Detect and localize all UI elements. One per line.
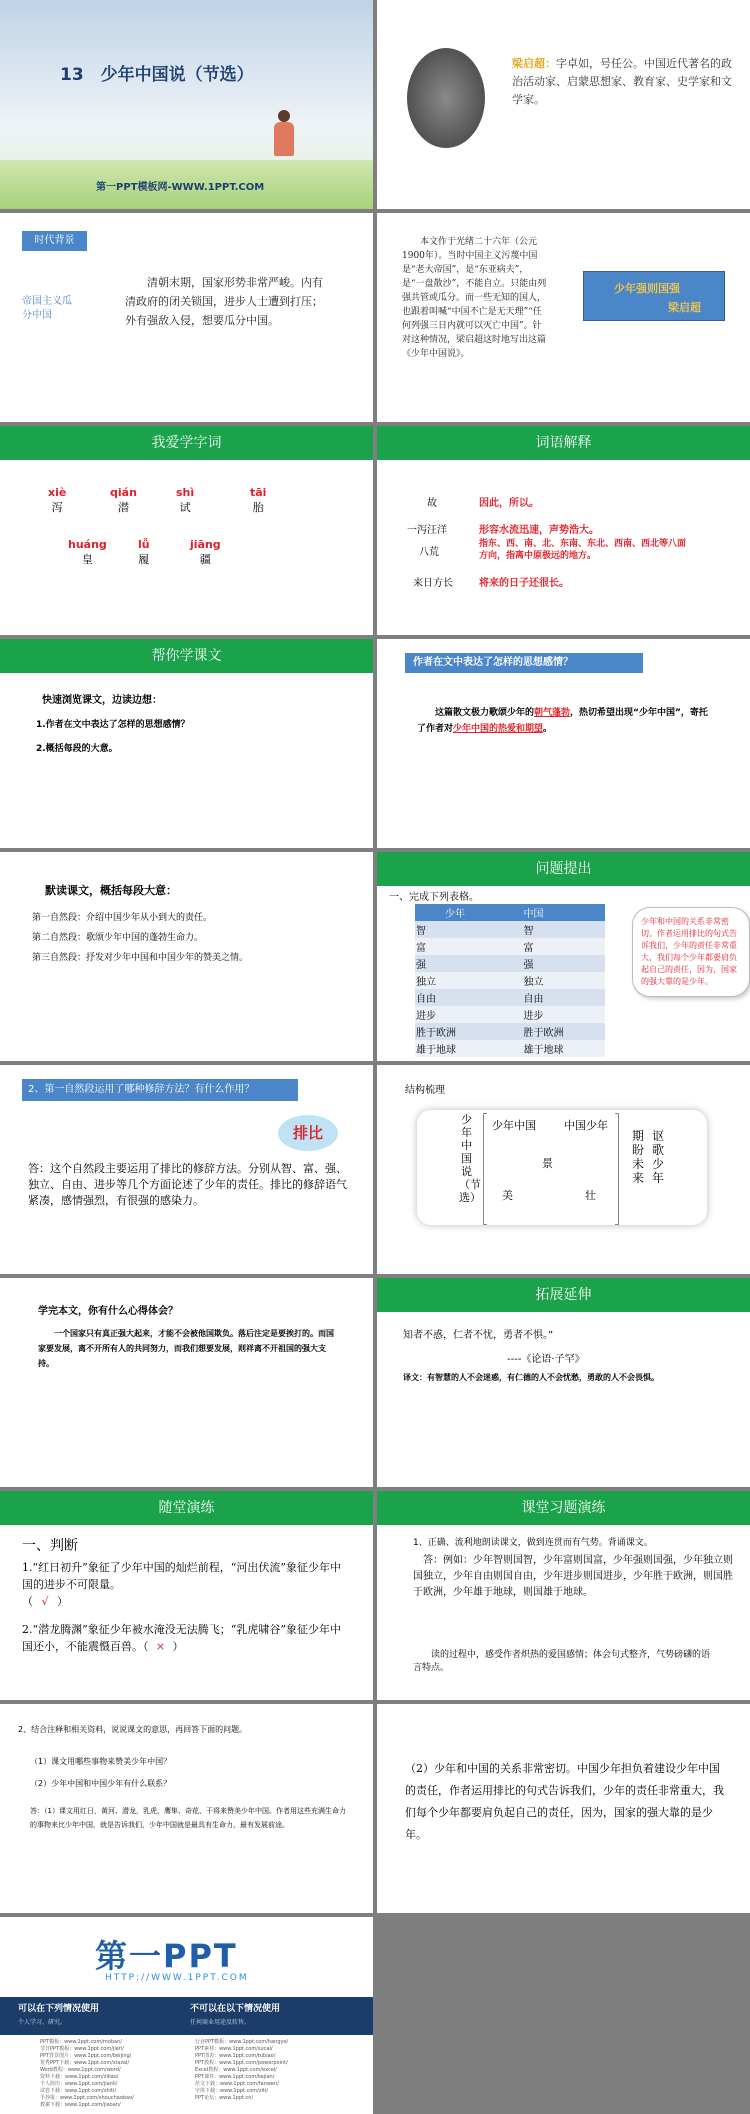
table-cell: 富 xyxy=(416,943,426,954)
vocab-header: 我爱学字词 xyxy=(0,426,373,460)
slide-footer: 第一PPT模板网-WWW.1PPT.COM xyxy=(96,182,265,193)
answer-cloud: 排比 xyxy=(278,1115,338,1151)
slide-extension[interactable] xyxy=(377,1278,750,1487)
site-url: HTTP://WWW.1PPT.COM xyxy=(105,1973,249,1983)
structure-title: 结构梳理 xyxy=(405,1085,445,1096)
learn-question: 1.作者在文中表达了怎样的思想感情？ xyxy=(36,720,190,730)
meaning-word: 一泻汪洋 xyxy=(407,525,447,536)
slide-title-text: 13 少年中国说（节选） xyxy=(60,65,254,85)
table-cell: 自由 xyxy=(523,994,544,1005)
meaning-word: 故 xyxy=(427,498,437,509)
slide-vocab[interactable] xyxy=(0,426,373,635)
ad-link[interactable]: 优秀PPT下载：www.1ppt.com/xiazai/ xyxy=(40,2060,130,2066)
practice-header: 随堂演练 xyxy=(0,1491,373,1525)
summary-title: 默读课文，概括每段大意： xyxy=(45,884,177,897)
reflection-answer: 一个国家只有真正强大起来，才能不会被他国欺负。落后注定是要挨打的。而国家要发展，离不开所有人的共同努力，而我们想要发展，则祥离不开祖国的强大支持。 xyxy=(38,1329,334,1368)
ad-link[interactable]: PPT素材：www.1ppt.com/sucai/ xyxy=(195,2046,273,2052)
discussion-question: 2、结合注释和相关资料，说说课文的意思，再回答下面的问题。 xyxy=(18,1725,248,1734)
table-cell: 独立 xyxy=(523,977,544,988)
table-cell: 自由 xyxy=(416,994,436,1005)
ad-link[interactable]: 试卷下载：www.1ppt.com/shiti/ xyxy=(40,2088,117,2094)
relation-answer: （2）少年和中国的关系非常密切。中国少年担负着建设少年中国的责任，作者运用排比的句式告诉我们，少年的责任非常重大，我们每个少年都要肩负起自己的责任，因为，国家的强大靠的是少年。 xyxy=(405,1762,724,1841)
table-cell: 强 xyxy=(416,960,426,971)
right-brace xyxy=(615,1113,619,1225)
ad-link[interactable]: Excel教程：www.1ppt.com/excel/ xyxy=(195,2067,277,2073)
left-brace xyxy=(483,1113,487,1225)
slide-title[interactable] xyxy=(0,0,373,209)
slide-table-question[interactable] xyxy=(377,852,750,1061)
slide-emotion[interactable] xyxy=(377,639,750,848)
structure-leaf: 期盼未来 xyxy=(632,1129,645,1185)
discussion-answer: 答：（1）课文用红日，黄河、潜龙，乳虎，鹰隼、奇花、干将来赞美少年中国。作者用这些充满生命力的事物来比少年中国，就是告诉我们，少年中国就是最具有生命力，最有发展前途。 xyxy=(30,1807,346,1829)
table-cell: 胜于欧洲 xyxy=(523,1028,564,1039)
ad-link[interactable]: 行业PPT模板：www.1ppt.com/hangye/ xyxy=(195,2039,289,2045)
practice-q2: 2.“潜龙腾渊”象征少年被水淹没无法腾飞；“乳虎啸谷”象征少年中国还小，不能震慑百兽。（ × ） xyxy=(22,1623,341,1653)
meaning-def: 形容水流迅速，声势浩大。 xyxy=(479,525,599,536)
exercise-header: 课堂习题演练 xyxy=(377,1491,750,1525)
site-logo: 第一PPT xyxy=(95,1937,238,1975)
learn-instruction: 快速浏览课文，边读边想： xyxy=(42,695,162,706)
ad-link[interactable]: 个人简历：www.1ppt.com/jianli/ xyxy=(40,2081,118,2087)
meaning-header: 词语解释 xyxy=(377,426,750,460)
answer-check: √ xyxy=(41,1595,49,1608)
table-cell: 胜于欧洲 xyxy=(416,1028,456,1039)
table-cell: 富 xyxy=(523,943,534,954)
ad-link[interactable]: 字体下载：www.1ppt.com/ziti/ xyxy=(195,2088,268,2094)
ad-link[interactable]: 节日PPT模板：www.1ppt.com/jieri/ xyxy=(40,2046,124,2052)
extension-header: 拓展延伸 xyxy=(377,1278,750,1312)
summary-line: 第三自然段：抒发对少年中国和中国少年的赞美之情。 xyxy=(32,953,249,963)
author-bio: 字卓如，号任公。中国近代著名的政治活动家、启蒙思想家、教育家、史学家和文学家。 xyxy=(512,57,732,106)
slide-practice[interactable] xyxy=(0,1491,373,1700)
structure-node: 中国少年 xyxy=(564,1119,608,1132)
slide-discussion[interactable] xyxy=(0,1704,373,1913)
link-list-left xyxy=(40,2039,134,2109)
ad-link[interactable]: PPT教程：www.1ppt.com/powerpoint/ xyxy=(195,2060,288,2066)
extension-source: ----《论语·子罕》 xyxy=(507,1354,585,1365)
slide-relation[interactable] xyxy=(377,1704,750,1913)
emotion-question: 作者在文中表达了怎样的思想感情？ xyxy=(405,653,643,673)
vocab-word: tāi 胎 xyxy=(250,486,267,514)
learn-header: 帮你学课文 xyxy=(0,639,373,673)
vocab-word: jiāng 疆 xyxy=(190,538,221,566)
meaning-word: 八荒 xyxy=(419,547,439,558)
vocab-word: shì 试 xyxy=(176,486,195,514)
link-list-right xyxy=(195,2039,288,2102)
ad-link[interactable]: 资料下载：www.1ppt.com/ziliao/ xyxy=(40,2074,119,2080)
table-header: 少年 xyxy=(445,909,465,920)
summary-line: 第一自然段：介绍中国少年从小到大的责任。 xyxy=(32,913,213,923)
author-bio-block xyxy=(512,55,737,109)
slide-word-meaning[interactable] xyxy=(377,426,750,635)
table-cell: 智 xyxy=(416,926,426,937)
meaning-def: 因此，所以。 xyxy=(479,498,539,509)
quote-author: 梁启超 xyxy=(668,301,701,314)
forbidden-text: 任何商业用途及转售。 xyxy=(190,2019,251,2026)
era-text: 清朝末期，国家形势非常严峻。内有清政府的闭关锁国，进步人士遭到打压；外有强敌入侵，想要瓜分中国。 xyxy=(125,276,323,327)
vocab-word: lǚ 履 xyxy=(138,538,150,566)
slide-structure[interactable] xyxy=(377,1065,750,1274)
allowed-heading: 可以在下列情况使用 xyxy=(18,2004,100,2014)
table-cell: 强 xyxy=(523,960,534,971)
table-cell: 雄于地球 xyxy=(523,1045,564,1056)
comparison-table xyxy=(415,904,605,1057)
reflection-question: 学完本文，你有什么心得体会？ xyxy=(38,1306,178,1317)
ad-link[interactable]: PPT图表：www.1ppt.com/tubiao/ xyxy=(195,2053,276,2059)
discussion-sub1: （1）课文用哪些事物来赞美少年中国？ xyxy=(30,1757,172,1766)
emotion-answer: 这篇散文极力歌颂少年的朝气蓬勃，热切希望出现“少年中国”，寄托了作者对少年中国的热爱和期望。 xyxy=(417,708,708,734)
context-text: 本文作于光绪二十六年（公元1900年）。当时中国主义污蔑中国是“老大帝国”，是“东亚病夫”，是“一盘散沙”，不能自立。只能由列强共管或瓜分。而一些无知的国人，也跟着叫喊“中国不亡是无天理”“任何列强三日内就可以灭亡中国”。针对这种情况，梁启超这时地写出这篇《少年中国说》。 xyxy=(402,237,547,359)
structure-node: 壮 xyxy=(585,1189,596,1202)
author-name: 梁启超： xyxy=(512,57,556,70)
exercise-question: 1、正确、流利地朗读课文，做到连贯而有气势。背诵课文。 xyxy=(413,1538,653,1548)
quote-line: 少年强则国强 xyxy=(614,282,680,295)
slide-summary[interactable] xyxy=(0,852,373,1061)
exercise-answer: 答：例如：少年智则国智，少年富则国富，少年强则国强，少年独立则国独立，少年自由则国自由，少年进步则国进步，少年胜于欧洲，则国胜于欧洲，少年雄于地球，则国雄于地球。 xyxy=(413,1555,733,1598)
slide-reflection[interactable] xyxy=(0,1278,373,1487)
summary-line: 第二自然段：歌颂少年中国的蓬勃生命力。 xyxy=(32,933,204,943)
logo-area xyxy=(0,1917,373,1997)
table-instruction: 一、完成下列表格。 xyxy=(389,892,479,903)
slide-learn[interactable] xyxy=(0,639,373,848)
structure-root: 少年中国说（节选） xyxy=(459,1113,481,1204)
vocab-word: xiè 泻 xyxy=(48,486,67,514)
allowed-text: 个人学习、研究。 xyxy=(18,2019,67,2026)
table-header: 中国 xyxy=(523,909,544,920)
ad-link[interactable]: 手抄报：www.1ppt.com/shouchaobao/ xyxy=(40,2095,134,2101)
practice-heading: 一、判断 xyxy=(22,1538,78,1554)
slide-exercise[interactable] xyxy=(377,1491,750,1700)
meaning-word: 来日方长 xyxy=(413,578,453,589)
quote-box xyxy=(583,271,725,321)
structure-node: 少年中国 xyxy=(492,1119,536,1132)
exercise-note: 读的过程中，感受作者炽热的爱国感情；体会句式整齐，气势磅礴的语言特点。 xyxy=(413,1650,711,1673)
ad-link[interactable]: PPT背景图片：www.1ppt.com/beijing/ xyxy=(40,2053,132,2059)
discussion-sub2: （2）少年中国和中国少年有什么联系？ xyxy=(30,1779,172,1788)
meaning-def: 指东、西、南、北、东南、东北、西南、西北等八面方向，指离中原极远的地方。 xyxy=(479,539,687,561)
extension-quote: 知者不惑，仁者不忧，勇者不惧。” xyxy=(403,1330,554,1341)
practice-q1: 1.“红日初升”象征了少年中国的灿烂前程，“河出伏流”象征少年中国的进步不可限量。 （ √ ） xyxy=(22,1561,341,1608)
answer-bubble: 少年和中国的关系非常密切。作者运用排比的句式告诉我们，少年的责任非常重大，我们每个少年都要肩负起自己的责任，因为，国家的强大靠的是少年。 xyxy=(632,907,750,997)
table-cell: 智 xyxy=(523,926,534,937)
ad-link[interactable]: 范文下载：www.1ppt.com/fanwen/ xyxy=(195,2081,279,2087)
meaning-def: 将来的日子还很长。 xyxy=(479,578,569,589)
ad-link[interactable]: PPT模板：www.1ppt.com/moban/ xyxy=(40,2039,122,2045)
slide-rhetoric[interactable] xyxy=(0,1065,373,1274)
ad-link[interactable]: PPT论坛：www.1ppt.cn/ xyxy=(195,2095,254,2101)
table-cell: 独立 xyxy=(416,977,436,988)
learn-question: 2.概括每段的大意。 xyxy=(36,744,118,754)
slide-background-era[interactable] xyxy=(0,213,373,422)
license-area xyxy=(0,1997,373,2114)
structure-node: 美 xyxy=(502,1189,513,1202)
extension-translation: 译文：有智慧的人不会迷惑，有仁德的人不会忧愁，勇敢的人不会畏惧。 xyxy=(403,1373,659,1382)
table-cell: 雄于地球 xyxy=(416,1045,456,1056)
answer-cross: × xyxy=(155,1640,166,1653)
ad-link[interactable]: Word教程：www.1ppt.com/word/ xyxy=(40,2067,121,2073)
ad-link[interactable]: 教案下载：www.1ppt.com/jiaoan/ xyxy=(40,2102,121,2108)
rhetoric-question: 2、第一自然段运用了哪种修辞方法？有什么作用？ xyxy=(22,1079,298,1101)
ad-link[interactable]: PPT课件：www.1ppt.com/kejian/ xyxy=(195,2074,275,2080)
table-cell: 进步 xyxy=(523,1011,544,1022)
table-cell: 进步 xyxy=(416,1011,436,1022)
era-tag: 时代背景 xyxy=(22,231,87,251)
slide-author[interactable] xyxy=(377,0,750,209)
author-portrait xyxy=(407,48,485,148)
forbidden-heading: 不可以在以下情况使用 xyxy=(190,2004,281,2014)
rhetoric-answer: 答：这个自然段主要运用了排比的修辞方法。分别从智、富、强、独立、自由、进步等几个方面论述了少年的责任。排比的修辞语气紧凑，感情强烈，有很强的感染力。 xyxy=(28,1162,347,1207)
question-header: 问题提出 xyxy=(377,852,750,886)
era-side-label: 帝国主义瓜分中国 xyxy=(22,296,72,321)
structure-node: 景 xyxy=(542,1157,553,1170)
structure-leaf: 讴歌少年 xyxy=(652,1129,665,1185)
slide-context[interactable] xyxy=(377,213,750,422)
slide-footer-ad[interactable] xyxy=(0,1917,373,2114)
vocab-word: qián 潜 xyxy=(110,486,137,514)
vocab-word: huáng 皇 xyxy=(68,538,107,566)
